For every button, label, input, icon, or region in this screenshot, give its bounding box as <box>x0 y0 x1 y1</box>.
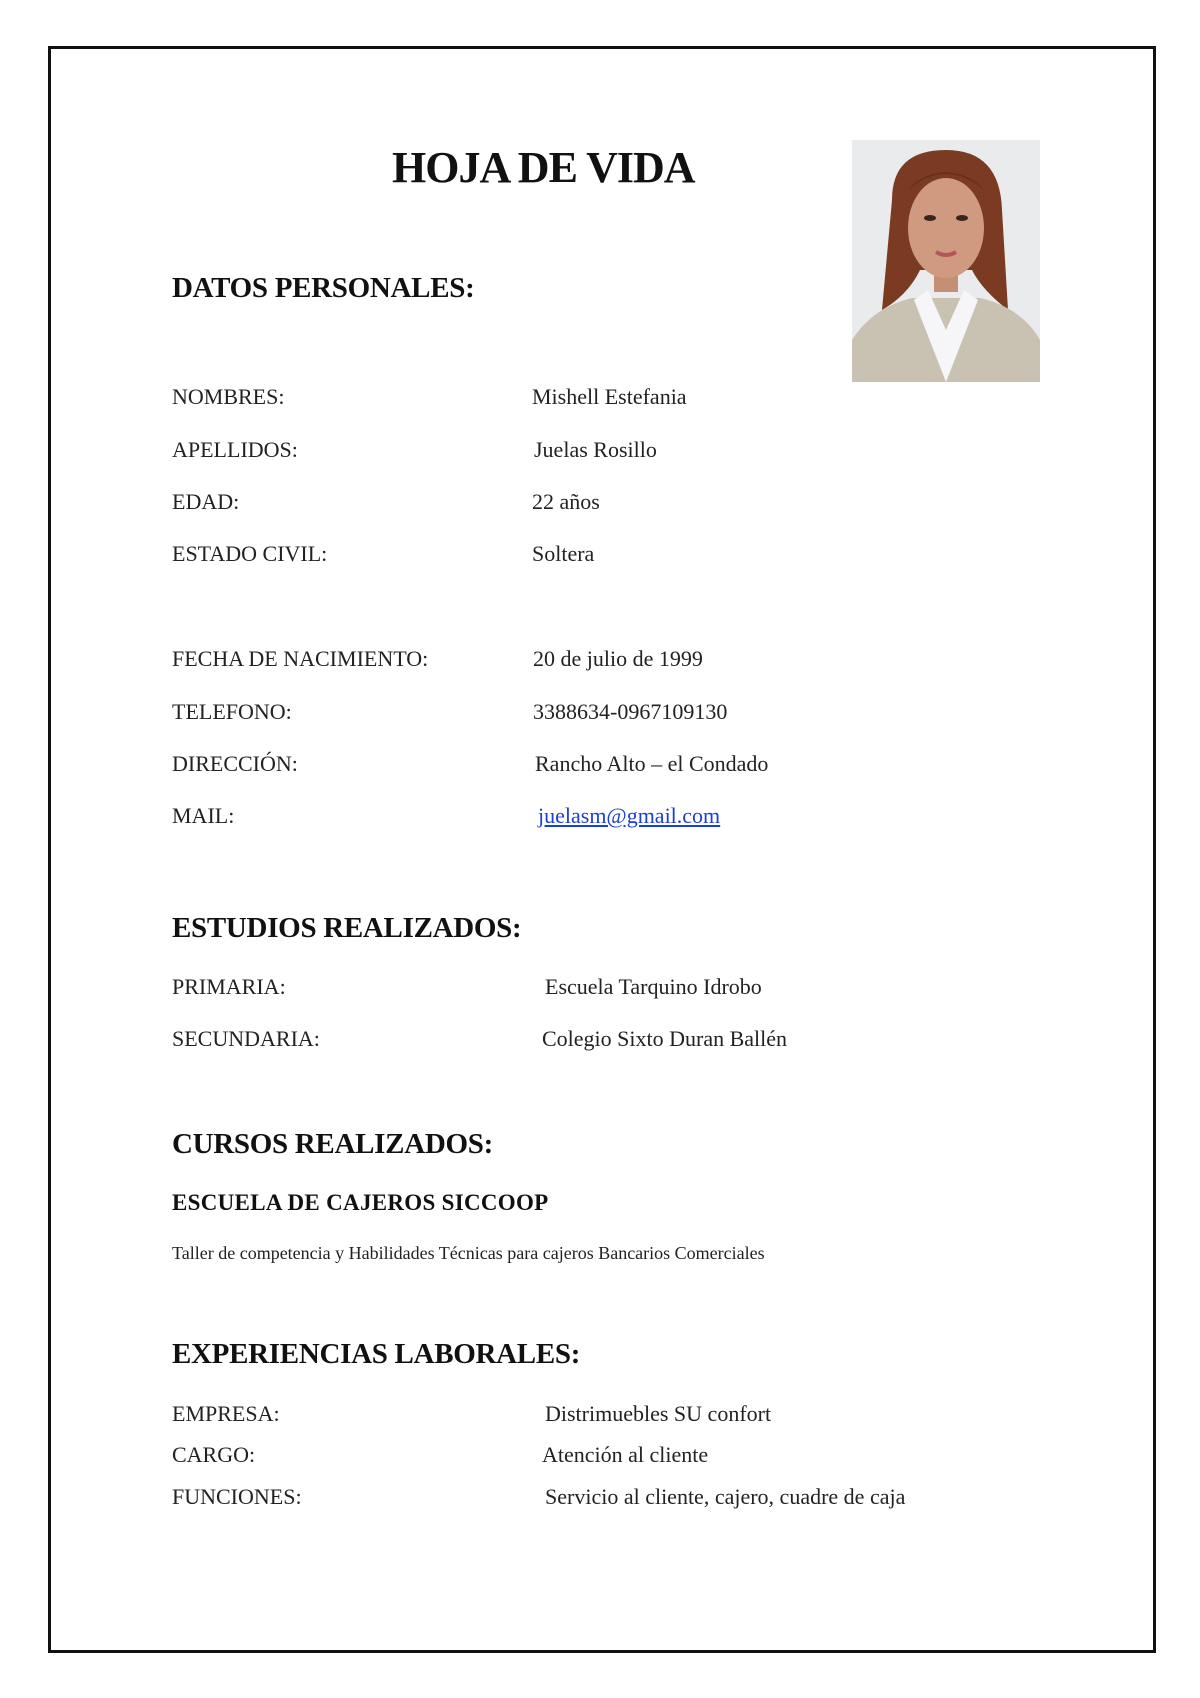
row-label: FUNCIONES: <box>172 1484 302 1509</box>
row-apellidos <box>172 437 1072 471</box>
person-photo-icon <box>852 140 1040 382</box>
row-value: Rancho Alto – el Condado <box>535 751 769 776</box>
row-nombres <box>172 384 1072 418</box>
row-value: 3388634-0967109130 <box>533 699 728 724</box>
row-label: EDAD: <box>172 489 240 514</box>
row-label: APELLIDOS: <box>172 437 298 462</box>
row-value: Atención al cliente <box>542 1442 709 1467</box>
row-label: ESTADO CIVIL: <box>172 541 328 566</box>
profile-photo <box>852 140 1040 382</box>
row-secundaria <box>172 1026 1072 1060</box>
row-value: Mishell Estefania <box>532 384 687 409</box>
row-label: FECHA DE NACIMIENTO: <box>172 646 429 671</box>
cursos-heading: CURSOS REALIZADOS: <box>172 1128 493 1160</box>
row-empresa <box>172 1401 1072 1435</box>
experiencias-heading: EXPERIENCIAS LABORALES: <box>172 1338 581 1370</box>
page-title: HOJA DE VIDA <box>392 143 695 192</box>
row-mail <box>172 803 1072 837</box>
row-value: Juelas Rosillo <box>534 437 657 462</box>
row-telefono <box>172 699 1072 733</box>
estudios-heading: ESTUDIOS REALIZADOS: <box>172 912 522 944</box>
row-label: PRIMARIA: <box>172 974 286 999</box>
row-fecha-nacimiento <box>172 646 1072 680</box>
row-value: Escuela Tarquino Idrobo <box>545 974 762 999</box>
row-label: DIRECCIÓN: <box>172 751 298 776</box>
datos-personales-heading: DATOS PERSONALES: <box>172 272 475 304</box>
row-label: NOMBRES: <box>172 384 285 409</box>
row-label: MAIL: <box>172 803 235 828</box>
row-value: Soltera <box>532 541 595 566</box>
row-label: CARGO: <box>172 1442 256 1467</box>
row-value: Distrimuebles SU confort <box>545 1401 772 1426</box>
email-link[interactable]: juelasm@gmail.com <box>538 803 721 828</box>
row-estado-civil <box>172 541 1072 575</box>
row-value: 20 de julio de 1999 <box>533 646 703 671</box>
row-cargo <box>172 1442 1072 1476</box>
row-edad <box>172 489 1072 523</box>
curso-description: Taller de competencia y Habilidades Técnicas para cajeros Bancarios Comerciales <box>172 1243 765 1263</box>
row-funciones <box>172 1484 1072 1518</box>
row-value: Colegio Sixto Duran Ballén <box>542 1026 788 1051</box>
row-primaria <box>172 974 1072 1008</box>
row-label: TELEFONO: <box>172 699 292 724</box>
row-label: EMPRESA: <box>172 1401 280 1426</box>
row-value: 22 años <box>532 489 600 514</box>
curso-subheading: ESCUELA DE CAJEROS SICCOOP <box>172 1190 549 1215</box>
row-label: SECUNDARIA: <box>172 1026 320 1051</box>
row-value: Servicio al cliente, cajero, cuadre de caja <box>545 1484 906 1509</box>
row-direccion <box>172 751 1072 785</box>
